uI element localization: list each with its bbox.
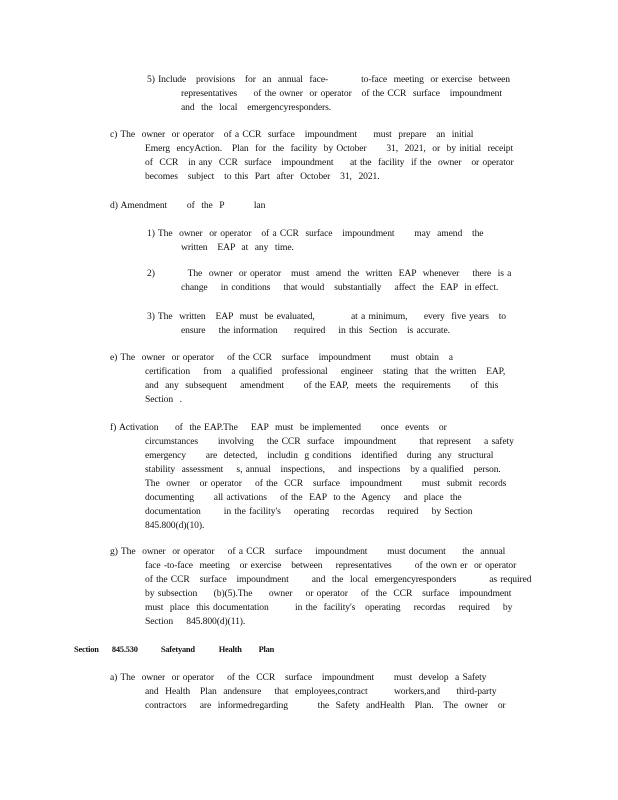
paragraph-line: contractors are informedregarding the Safety andHealth Plan. The owner or [145,700,506,711]
paragraph-line: certification from a qualified professional engineer stating that the written EAP, [145,366,506,377]
paragraph-line: documenting all activations of the EAP to the Agency and place the [145,492,462,503]
paragraph-line: a) The owner or operator of the CCR surface impoundment must develop a Safety [110,672,487,683]
paragraph-line: g) The owner or operator of a CCR surface impoundment must document the annual [110,546,506,557]
paragraph-line: 3) The written EAP must be evaluated, at a minimum, every five years to [147,311,507,322]
paragraph-g [110,545,530,629]
paragraph-line: becomes subject to this Part after October 31, 2021. [145,171,380,182]
paragraph-item-5 [147,73,531,115]
section-label: Section [74,645,99,654]
section-number: 845.530 [111,645,138,654]
paragraph-f [110,421,530,533]
paragraph-line: 845.800(d)(10). [145,520,205,531]
paragraph-line: documentation in the facility's operating recordas required by Section [145,506,473,517]
paragraph-line: change in conditions that would substantially affect the EAP in effect. [181,282,499,293]
paragraph-line: f) Activation of the EAP.The EAP must be implemented once events or [110,422,447,433]
section-heading [74,645,274,654]
paragraph-line: ensure the information required in this Section is accurate. [181,325,450,336]
paragraph-line: face -to-face meeting or exercise between representatives of the own er or operator [145,560,517,571]
paragraph-d [110,199,310,213]
paragraph-line: Section . [145,394,182,405]
section-title-part: Plan [258,645,275,654]
paragraph-line: 2) The owner or operator must amend the written EAP whenever there is a [147,268,512,279]
paragraph-c [110,128,530,184]
paragraph-line: and the local emergencyresponders. [181,102,332,113]
paragraph-line: The owner or operator of the CCR surface impoundment must submit records [145,478,507,489]
section-title-part: Safetyand [160,645,195,654]
paragraph-line: c) The owner or operator of a CCR surface impoundment must prepare an initial [110,129,474,140]
paragraph-line: must place this documentation in the facility's operating recordas required by [145,602,513,613]
paragraph-line: written EAP at any time. [181,242,294,253]
paragraph-d1 [147,227,507,255]
paragraph-line: e) The owner or operator of the CCR surface impoundment must obtain a [110,352,453,363]
paragraph-line: representatives of the owner or operator of the CCR surface impoundment [181,88,502,99]
paragraph-line: 5) Include provisions for an annual face- to-face meeting or exercise between [147,74,510,85]
paragraph-line: stability assessment s, annual inspections, and inspections by a qualified person. [145,464,501,475]
paragraph-line: Section 845.800(d)(11). [145,616,246,627]
paragraph-line: d) Amendment of the P lan [110,200,266,211]
paragraph-d3 [147,310,531,338]
paragraph-line: emergency are detected, includin g conditions identified during any structural [145,450,494,461]
paragraph-line: and any subsequent amendment of the EAP, meets the requirements of this [145,380,499,391]
paragraph-line: of CCR in any CCR surface impoundment at the facility if the owner or operator [145,157,514,168]
paragraph-line: of the CCR surface impoundment and the local emergencyresponders as required [145,574,532,585]
paragraph-a [110,671,530,713]
paragraph-line: and Health Plan andensure that employees,contract workers,and third-party [145,686,497,697]
paragraph-d2 [147,267,531,295]
paragraph-line: Emerg encyAction. Plan for the facility by October 31, 2021, or by initial receipt [145,143,514,154]
paragraph-line: circumstances involving the CCR surface impoundment that represent a safety [145,436,514,447]
paragraph-line: by subsection (b)(5).The owner or operator of the CCR surface impoundment [145,588,512,599]
paragraph-e [110,351,530,407]
paragraph-line: 1) The owner or operator of a CCR surface impoundment may amend the [147,228,484,239]
section-title-part: Health [218,645,242,654]
